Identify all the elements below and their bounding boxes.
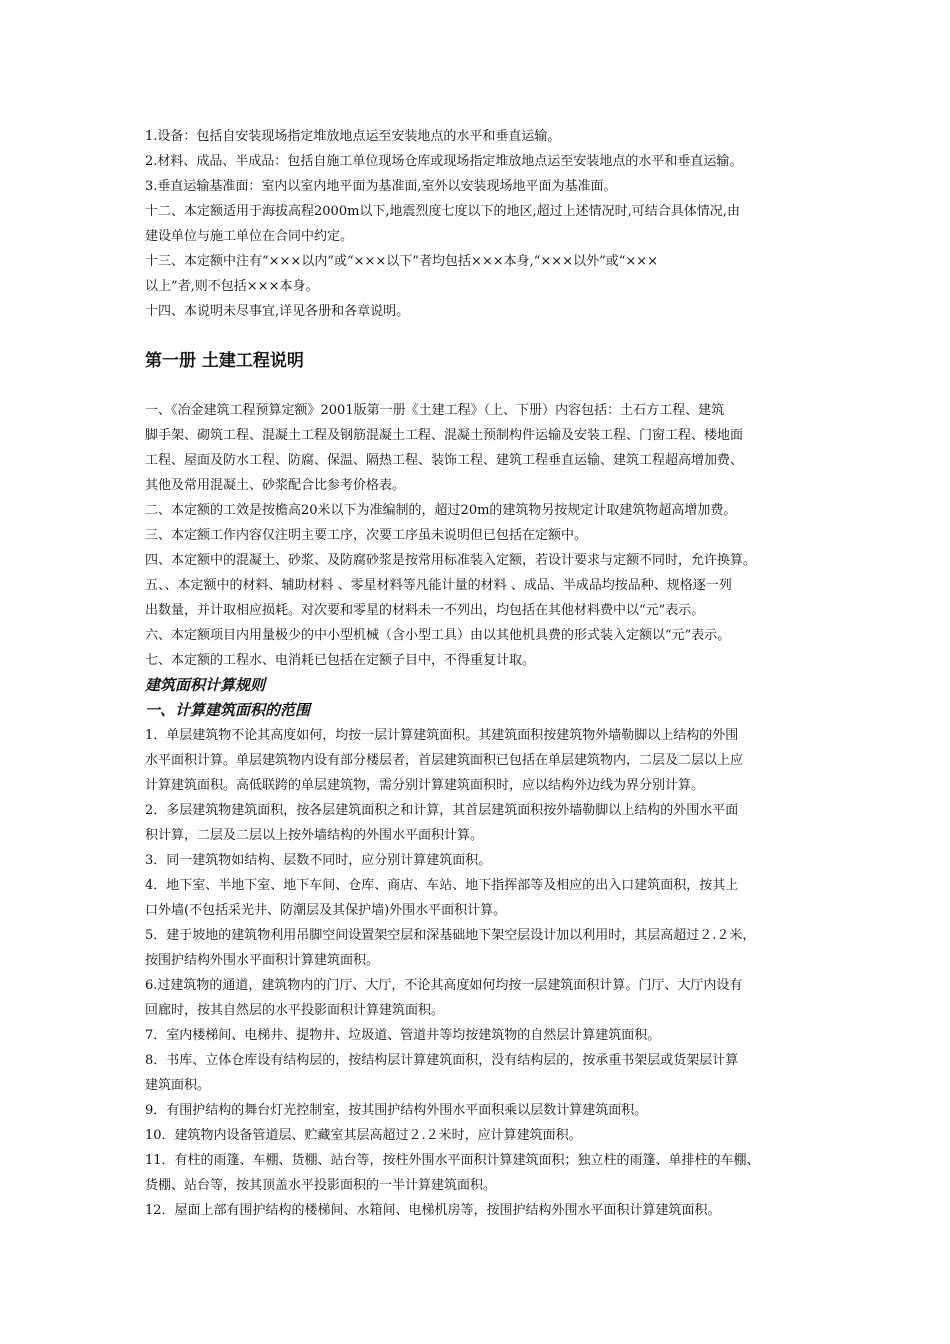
- paragraph-line: 三、本定额工作内容仅注明主要工序，次要工序虽未说明但已包括在定额中。: [145, 528, 588, 543]
- paragraph-line: 5．建于坡地的建筑物利用吊脚空间设置架空层和深基础地下架空层设计加以利用时，其层高超过２.２米，: [145, 928, 756, 943]
- paragraph-line: 出数量，并计取相应损耗。对次要和零星的材料未一不列出，均包括在其他材料费中以“元”表示。: [145, 603, 705, 618]
- paragraph-line: 六、本定额项目内用量极少的中小型机械（含小型工具）由以其他机具费的形式装入定额以“元”表示。: [145, 628, 731, 643]
- paragraph-line: 水平面积计算。单层建筑物内设有部分楼层者，首层建筑面积已包括在单层建筑物内，二层及二层以上应: [145, 753, 744, 768]
- paragraph-line: 3.垂直运输基准面：室内以室内地平面为基准面,室外以安装现场地平面为基准面。: [145, 179, 617, 194]
- chapter1-section: [145, 398, 835, 1223]
- paragraph-line: 9．有围护结构的舞台灯光控制室，按其围护结构外围水平面积乘以层数计算建筑面积。: [145, 1103, 648, 1118]
- section-heading: 建筑面积计算规则: [145, 676, 266, 694]
- paragraph-line: 货棚、站台等，按其顶盖水平投影面积的一半计算建筑面积。: [145, 1178, 497, 1193]
- paragraph-line: 1.设备：包括自安装现场指定堆放地点运至安装地点的水平和垂直运输。: [145, 129, 561, 144]
- paragraph-line: 脚手架、砌筑工程、混凝土工程及钢筋混凝土工程、混凝土预制构件运输及安装工程、门窗工程、楼地面: [145, 428, 744, 443]
- paragraph-line: 建筑面积。: [145, 1078, 211, 1093]
- paragraph-line: 4．地下室、半地下室、地下车间、仓库、商店、车站、地下指挥部等及相应的出入口建筑面积，按其上: [145, 878, 739, 893]
- subsection-heading: 一、计算建筑面积的范围: [145, 701, 311, 719]
- paragraph-line: 一、《冶金建筑工程预算定额》2001版第一册《土建工程》（上、下册）内容包括：土石方工程、建筑: [145, 403, 725, 418]
- paragraph-line: 2．多层建筑物建筑面积，按各层建筑面积之和计算，其首层建筑面积按外墙勒脚以上结构的外围水平面: [145, 803, 739, 818]
- paragraph-line: 按围护结构外围水平面积计算建筑面积。: [145, 953, 380, 968]
- paragraph-line: 7．室内楼梯间、电梯井、提物井、垃圾道、管道井等均按建筑物的自然层计算建筑面积。: [145, 1028, 661, 1043]
- paragraph-line: 6.过建筑物的通道，建筑物内的门厅、大厅，不论其高度如何均按一层建筑面积计算。门厅、大厅内设有: [145, 978, 743, 993]
- paragraph-line: 3．同一建筑物如结构、层数不同时，应分别计算建筑面积。: [145, 853, 492, 868]
- paragraph-line: 二、本定额的工效是按檐高20米以下为准编制的，超过20m的建筑物另按规定计取建筑物超高增加费。: [145, 503, 737, 518]
- paragraph-line: 十四、本说明未尽事宜,详见各册和各章说明。: [145, 304, 410, 319]
- paragraph-line: 十三、本定额中注有“×××以内”或“×××以下”者均包括×××本身,“×××以外”或“×××: [145, 254, 659, 269]
- paragraph-line: 其他及常用混凝土、砂浆配合比参考价格表。: [145, 478, 406, 493]
- paragraph-line: 1．单层建筑物不论其高度如何，均按一层计算建筑面积。其建筑面积按建筑物外墙勒脚以上结构的外围: [145, 728, 739, 743]
- paragraph-line: 工程、屋面及防水工程、防腐、保温、隔热工程、装饰工程、建筑工程垂直运输、建筑工程超高增加费、: [145, 453, 744, 468]
- paragraph-line: 2.材料、成品、半成品：包括自施工单位现场仓库或现场指定堆放地点运至安装地点的水平和垂直运输。: [145, 154, 743, 169]
- paragraph-line: 计算建筑面积。高低联跨的单层建筑物，需分别计算建筑面积时，应以结构外边线为界分别计算。: [145, 778, 705, 793]
- paragraph-line: 以上”者,则不包括×××本身。: [145, 279, 319, 294]
- paragraph-line: 七、本定额的工程水、电消耗已包括在定额子目中，不得重复计取。: [145, 653, 536, 668]
- chapter-title: 第一册 土建工程说明: [145, 351, 304, 371]
- paragraph-line: 11．有柱的雨篷、车棚、货棚、站台等，按柱外围水平面积计算建筑面积；独立柱的雨篷、单排柱的车棚、: [145, 1153, 760, 1168]
- paragraph-line: 8．书库、立体仓库设有结构层的，按结构层计算建筑面积，没有结构层的，按承重书架层或货架层计算: [145, 1053, 739, 1068]
- paragraph-line: 建设单位与施工单位在合同中约定。: [145, 229, 354, 244]
- paragraph-line: 四、本定额中的混凝土、砂浆、及防腐砂浆是按常用标准装入定额，若设计要求与定额不同时，允许换算。: [145, 553, 757, 568]
- paragraph-line: 12．屋面上部有围护结构的楼梯间、水箱间、电梯机房等，按围护结构外围水平面积计算建筑面积。: [145, 1203, 721, 1218]
- paragraph-line: 积计算，二层及二层以上按外墙结构的外围水平面积计算。: [145, 828, 484, 843]
- paragraph-line: 口外墙(不包括采光井、防潮层及其保护墙)外围水平面积计算。: [145, 903, 507, 918]
- paragraph-line: 十二、本定额适用于海拔高程2000m以下,地震烈度七度以下的地区,超过上述情况时,可结合具体情况,由: [145, 204, 740, 219]
- paragraph-line: 回廊时，按其自然层的水平投影面积计算建筑面积。: [145, 1003, 445, 1018]
- paragraph-line: 10．建筑物内设备管道层、贮藏室其层高超过２.２米时，应计算建筑面积。: [145, 1128, 582, 1143]
- paragraph-line: 五、、本定额中的材料、辅助材料 、零星材料等凡能计量的材料 、成品、半成品均按品种、规格逐一列: [145, 578, 732, 593]
- intro-section: [145, 124, 835, 324]
